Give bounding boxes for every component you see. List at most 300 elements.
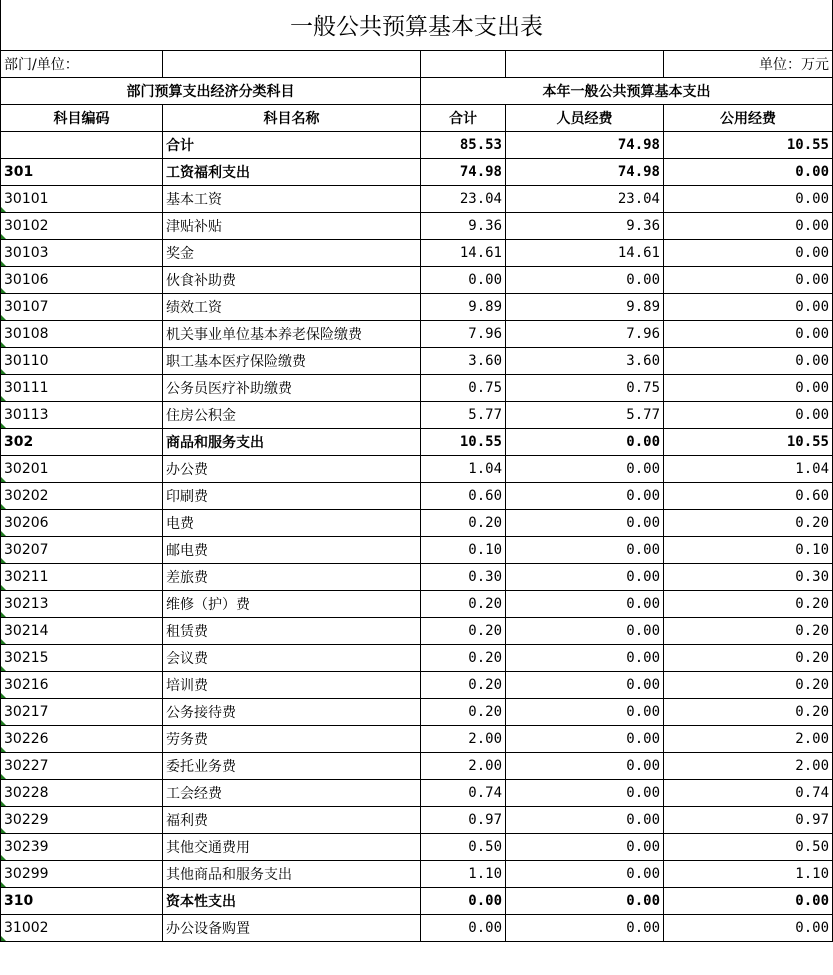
name-cell-text: 商品和服务支出 bbox=[166, 434, 264, 451]
public-cell bbox=[664, 374, 833, 401]
personnel-cell bbox=[506, 752, 664, 779]
personnel-cell bbox=[506, 779, 664, 806]
code-cell-text: 30226 bbox=[4, 730, 49, 747]
public-cell bbox=[664, 455, 833, 482]
name-cell-text: 工资福利支出 bbox=[166, 164, 250, 181]
personnel-cell bbox=[506, 185, 664, 212]
public-cell bbox=[664, 779, 833, 806]
code-cell bbox=[1, 401, 163, 428]
personnel-cell bbox=[506, 671, 664, 698]
public-cell-text: 1.10 bbox=[795, 865, 829, 882]
total-cell bbox=[421, 266, 506, 293]
table-row bbox=[1, 293, 833, 320]
code-cell bbox=[1, 887, 163, 914]
public-cell bbox=[664, 914, 833, 941]
name-cell bbox=[163, 698, 421, 725]
total-public-cell: 10.55 bbox=[664, 131, 833, 158]
code-cell bbox=[1, 563, 163, 590]
public-cell-text: 0.00 bbox=[795, 406, 829, 423]
code-cell-text: 30107 bbox=[4, 298, 49, 315]
personnel-cell bbox=[506, 266, 664, 293]
name-cell-text: 会议费 bbox=[166, 650, 208, 667]
empty-cell[interactable] bbox=[421, 50, 506, 77]
personnel-cell-text: 0.00 bbox=[626, 514, 660, 531]
name-cell bbox=[163, 644, 421, 671]
personnel-cell-text: 0.00 bbox=[626, 271, 660, 288]
code-cell-text: 30102 bbox=[4, 217, 49, 234]
name-cell bbox=[163, 671, 421, 698]
total-cell-text: 7.96 bbox=[468, 325, 502, 342]
table-row bbox=[1, 914, 833, 941]
name-cell-text: 基本工资 bbox=[166, 191, 222, 208]
public-cell bbox=[664, 725, 833, 752]
table-row bbox=[1, 185, 833, 212]
department-value-cell[interactable] bbox=[163, 50, 421, 77]
name-cell bbox=[163, 293, 421, 320]
number-as-text-indicator-icon bbox=[1, 828, 6, 833]
number-as-text-indicator-icon bbox=[1, 261, 6, 266]
name-cell-text: 办公设备购置 bbox=[166, 920, 250, 937]
total-cell bbox=[421, 401, 506, 428]
name-cell-text: 办公费 bbox=[166, 461, 208, 478]
total-personnel-cell: 74.98 bbox=[506, 131, 664, 158]
total-cell-text: 9.89 bbox=[468, 298, 502, 315]
table-row bbox=[1, 536, 833, 563]
personnel-cell-text: 3.60 bbox=[626, 352, 660, 369]
code-cell bbox=[1, 644, 163, 671]
total-cell bbox=[421, 428, 506, 455]
name-cell-text: 其他商品和服务支出 bbox=[166, 866, 292, 883]
code-cell-text: 301 bbox=[4, 163, 34, 180]
column-header-row bbox=[1, 104, 833, 131]
personnel-cell bbox=[506, 806, 664, 833]
name-cell-text: 培训费 bbox=[166, 677, 208, 694]
public-cell-text: 10.55 bbox=[786, 433, 829, 450]
code-cell-text: 30101 bbox=[4, 190, 49, 207]
number-as-text-indicator-icon bbox=[1, 504, 6, 509]
number-as-text-indicator-icon bbox=[1, 720, 6, 725]
number-as-text-indicator-icon bbox=[1, 531, 6, 536]
name-cell-text: 资本性支出 bbox=[166, 893, 236, 910]
code-cell-text: 30106 bbox=[4, 271, 49, 288]
total-cell-text: 0.20 bbox=[468, 703, 502, 720]
total-cell-text: 0.20 bbox=[468, 595, 502, 612]
total-cell-text: 23.04 bbox=[459, 190, 502, 207]
personnel-cell-text: 0.00 bbox=[626, 595, 660, 612]
personnel-cell bbox=[506, 401, 664, 428]
name-cell-text: 邮电费 bbox=[166, 542, 208, 559]
public-cell bbox=[664, 752, 833, 779]
name-cell bbox=[163, 482, 421, 509]
personnel-cell-text: 23.04 bbox=[617, 190, 660, 207]
name-cell bbox=[163, 806, 421, 833]
name-cell bbox=[163, 266, 421, 293]
group-header-row bbox=[1, 77, 833, 104]
code-cell-text: 30217 bbox=[4, 703, 49, 720]
code-cell-text: 310 bbox=[4, 892, 34, 909]
column-header-personnel: 人员经费 bbox=[506, 104, 664, 131]
personnel-cell bbox=[506, 590, 664, 617]
code-cell bbox=[1, 158, 163, 185]
total-cell-text: 0.00 bbox=[468, 892, 502, 909]
name-cell-text: 工会经费 bbox=[166, 785, 222, 802]
personnel-cell-text: 0.00 bbox=[626, 460, 660, 477]
public-cell bbox=[664, 320, 833, 347]
public-cell bbox=[664, 887, 833, 914]
total-cell bbox=[421, 860, 506, 887]
name-cell bbox=[163, 563, 421, 590]
total-cell bbox=[421, 455, 506, 482]
total-cell-text: 0.20 bbox=[468, 514, 502, 531]
code-cell bbox=[1, 617, 163, 644]
total-cell bbox=[421, 752, 506, 779]
number-as-text-indicator-icon bbox=[1, 234, 6, 239]
public-cell-text: 0.50 bbox=[795, 838, 829, 855]
number-as-text-indicator-icon bbox=[1, 774, 6, 779]
number-as-text-indicator-icon bbox=[1, 369, 6, 374]
table-row bbox=[1, 779, 833, 806]
personnel-cell-text: 0.00 bbox=[626, 838, 660, 855]
name-cell-text: 奖金 bbox=[166, 245, 194, 262]
name-cell-text: 差旅费 bbox=[166, 569, 208, 586]
personnel-cell bbox=[506, 347, 664, 374]
code-cell-text: 30299 bbox=[4, 865, 49, 882]
total-cell-text: 2.00 bbox=[468, 757, 502, 774]
total-cell-text: 3.60 bbox=[468, 352, 502, 369]
public-cell-text: 0.00 bbox=[795, 190, 829, 207]
code-cell bbox=[1, 698, 163, 725]
name-cell bbox=[163, 158, 421, 185]
personnel-cell bbox=[506, 617, 664, 644]
table-row bbox=[1, 590, 833, 617]
number-as-text-indicator-icon bbox=[1, 207, 6, 212]
name-cell bbox=[163, 320, 421, 347]
group-header-basic-expenditure: 本年一般公共预算基本支出 bbox=[421, 77, 833, 104]
name-cell bbox=[163, 185, 421, 212]
total-cell bbox=[421, 563, 506, 590]
personnel-cell-text: 0.00 bbox=[626, 541, 660, 558]
total-cell bbox=[421, 914, 506, 941]
public-cell-text: 0.00 bbox=[795, 298, 829, 315]
public-cell-text: 0.00 bbox=[795, 892, 829, 909]
public-cell-text: 0.20 bbox=[795, 649, 829, 666]
total-cell-text: 0.00 bbox=[468, 271, 502, 288]
personnel-cell bbox=[506, 482, 664, 509]
number-as-text-indicator-icon bbox=[1, 558, 6, 563]
name-cell-text: 印刷费 bbox=[166, 488, 208, 505]
code-cell bbox=[1, 347, 163, 374]
total-cell-text: 10.55 bbox=[459, 433, 502, 450]
public-cell-text: 0.00 bbox=[795, 919, 829, 936]
code-cell bbox=[1, 914, 163, 941]
number-as-text-indicator-icon bbox=[1, 855, 6, 860]
group-header-classification: 部门预算支出经济分类科目 bbox=[1, 77, 421, 104]
code-cell-text: 30108 bbox=[4, 325, 49, 342]
public-cell-text: 1.04 bbox=[795, 460, 829, 477]
code-cell-text: 302 bbox=[4, 433, 34, 450]
code-cell-text: 30211 bbox=[4, 568, 49, 585]
personnel-cell-text: 0.75 bbox=[626, 379, 660, 396]
total-cell-text: 0.60 bbox=[468, 487, 502, 504]
public-cell bbox=[664, 536, 833, 563]
code-cell-text: 30215 bbox=[4, 649, 49, 666]
personnel-cell-text: 0.00 bbox=[626, 487, 660, 504]
code-cell-text: 30207 bbox=[4, 541, 49, 558]
table-row bbox=[1, 266, 833, 293]
table-row bbox=[1, 509, 833, 536]
public-cell bbox=[664, 563, 833, 590]
personnel-cell-text: 0.00 bbox=[626, 676, 660, 693]
code-cell bbox=[1, 725, 163, 752]
table-row bbox=[1, 401, 833, 428]
table-title: 一般公共预算基本支出表 bbox=[1, 0, 833, 50]
personnel-cell-text: 9.36 bbox=[626, 217, 660, 234]
public-cell bbox=[664, 266, 833, 293]
code-cell-text: 30113 bbox=[4, 406, 49, 423]
total-cell-text: 9.36 bbox=[468, 217, 502, 234]
name-cell bbox=[163, 536, 421, 563]
name-cell bbox=[163, 914, 421, 941]
total-cell bbox=[421, 293, 506, 320]
public-cell-text: 0.20 bbox=[795, 595, 829, 612]
table-row bbox=[1, 725, 833, 752]
number-as-text-indicator-icon bbox=[1, 288, 6, 293]
name-cell bbox=[163, 617, 421, 644]
code-cell bbox=[1, 455, 163, 482]
code-cell-text: 30229 bbox=[4, 811, 49, 828]
number-as-text-indicator-icon bbox=[1, 585, 6, 590]
column-header-code: 科目编码 bbox=[1, 104, 163, 131]
public-cell bbox=[664, 671, 833, 698]
personnel-cell bbox=[506, 455, 664, 482]
category-row bbox=[1, 428, 833, 455]
code-cell bbox=[1, 428, 163, 455]
personnel-cell-text: 0.00 bbox=[626, 811, 660, 828]
personnel-cell bbox=[506, 293, 664, 320]
personnel-cell-text: 0.00 bbox=[626, 649, 660, 666]
table-row bbox=[1, 455, 833, 482]
public-cell-text: 0.20 bbox=[795, 703, 829, 720]
public-cell bbox=[664, 158, 833, 185]
code-cell bbox=[1, 860, 163, 887]
public-cell-text: 0.97 bbox=[795, 811, 829, 828]
code-cell-text: 30213 bbox=[4, 595, 49, 612]
code-cell bbox=[1, 590, 163, 617]
total-cell bbox=[421, 887, 506, 914]
info-row bbox=[1, 50, 833, 77]
number-as-text-indicator-icon bbox=[1, 639, 6, 644]
personnel-cell bbox=[506, 320, 664, 347]
personnel-cell-text: 0.00 bbox=[626, 892, 660, 909]
name-cell bbox=[163, 212, 421, 239]
name-cell bbox=[163, 239, 421, 266]
code-cell bbox=[1, 482, 163, 509]
code-cell bbox=[1, 833, 163, 860]
table-row bbox=[1, 806, 833, 833]
total-cell bbox=[421, 779, 506, 806]
table-row bbox=[1, 833, 833, 860]
empty-cell[interactable] bbox=[506, 50, 664, 77]
total-cell-text: 0.30 bbox=[468, 568, 502, 585]
total-cell bbox=[421, 509, 506, 536]
personnel-cell bbox=[506, 158, 664, 185]
number-as-text-indicator-icon bbox=[1, 882, 6, 887]
personnel-cell bbox=[506, 833, 664, 860]
table-row bbox=[1, 644, 833, 671]
name-cell bbox=[163, 455, 421, 482]
total-cell-text: 0.20 bbox=[468, 622, 502, 639]
personnel-cell-text: 0.00 bbox=[626, 919, 660, 936]
name-cell bbox=[163, 752, 421, 779]
table-row bbox=[1, 563, 833, 590]
public-cell-text: 2.00 bbox=[795, 757, 829, 774]
code-cell-text: 30216 bbox=[4, 676, 49, 693]
personnel-cell-text: 14.61 bbox=[617, 244, 660, 261]
total-cell-text: 0.74 bbox=[468, 784, 502, 801]
personnel-cell-text: 0.00 bbox=[626, 784, 660, 801]
total-cell bbox=[421, 833, 506, 860]
code-cell bbox=[1, 374, 163, 401]
name-cell-text: 福利费 bbox=[166, 812, 208, 829]
total-cell-text: 0.20 bbox=[468, 649, 502, 666]
public-cell bbox=[664, 482, 833, 509]
table-row bbox=[1, 617, 833, 644]
name-cell-text: 电费 bbox=[166, 515, 194, 532]
code-cell-text: 31002 bbox=[4, 919, 49, 936]
personnel-cell bbox=[506, 914, 664, 941]
personnel-cell bbox=[506, 536, 664, 563]
name-cell bbox=[163, 725, 421, 752]
public-cell bbox=[664, 806, 833, 833]
total-cell-text: 0.75 bbox=[468, 379, 502, 396]
total-cell-text: 0.20 bbox=[468, 676, 502, 693]
total-cell-text: 0.00 bbox=[468, 919, 502, 936]
name-cell bbox=[163, 887, 421, 914]
personnel-cell bbox=[506, 725, 664, 752]
total-cell bbox=[421, 482, 506, 509]
public-cell-text: 0.00 bbox=[795, 217, 829, 234]
name-cell-text: 劳务费 bbox=[166, 731, 208, 748]
public-cell-text: 0.30 bbox=[795, 568, 829, 585]
name-cell-text: 机关事业单位基本养老保险缴费 bbox=[166, 326, 362, 343]
table-row bbox=[1, 698, 833, 725]
public-cell-text: 0.20 bbox=[795, 622, 829, 639]
name-cell-text: 绩效工资 bbox=[166, 299, 222, 316]
column-header-total: 合计 bbox=[421, 104, 506, 131]
code-cell-text: 30206 bbox=[4, 514, 49, 531]
number-as-text-indicator-icon bbox=[1, 315, 6, 320]
public-cell-text: 2.00 bbox=[795, 730, 829, 747]
total-row bbox=[1, 131, 833, 158]
name-cell bbox=[163, 833, 421, 860]
public-cell-text: 0.74 bbox=[795, 784, 829, 801]
code-cell bbox=[1, 212, 163, 239]
department-label: 部门/单位： bbox=[1, 50, 163, 77]
number-as-text-indicator-icon bbox=[1, 396, 6, 401]
table-row bbox=[1, 320, 833, 347]
public-cell-text: 0.00 bbox=[795, 244, 829, 261]
public-cell bbox=[664, 698, 833, 725]
code-cell-text: 30110 bbox=[4, 352, 49, 369]
name-cell bbox=[163, 401, 421, 428]
total-cell-text: 1.04 bbox=[468, 460, 502, 477]
name-cell-text: 其他交通费用 bbox=[166, 839, 250, 856]
personnel-cell-text: 0.00 bbox=[626, 730, 660, 747]
personnel-cell bbox=[506, 239, 664, 266]
name-cell bbox=[163, 347, 421, 374]
code-cell bbox=[1, 806, 163, 833]
table-row bbox=[1, 482, 833, 509]
code-cell-text: 30111 bbox=[4, 379, 49, 396]
personnel-cell-text: 0.00 bbox=[626, 703, 660, 720]
code-cell-text: 30228 bbox=[4, 784, 49, 801]
total-cell-text: 0.97 bbox=[468, 811, 502, 828]
name-cell-text: 伙食补助费 bbox=[166, 272, 236, 289]
total-cell bbox=[421, 806, 506, 833]
public-cell-text: 0.00 bbox=[795, 352, 829, 369]
public-cell bbox=[664, 590, 833, 617]
total-cell bbox=[421, 320, 506, 347]
number-as-text-indicator-icon bbox=[1, 936, 6, 941]
code-cell-text: 30239 bbox=[4, 838, 49, 855]
name-cell bbox=[163, 374, 421, 401]
total-cell-text: 74.98 bbox=[459, 163, 502, 180]
public-cell-text: 0.00 bbox=[795, 271, 829, 288]
public-cell bbox=[664, 833, 833, 860]
unit-label: 单位：万元 bbox=[664, 50, 833, 77]
personnel-cell bbox=[506, 374, 664, 401]
total-cell-text: 1.10 bbox=[468, 865, 502, 882]
name-cell bbox=[163, 509, 421, 536]
total-cell bbox=[421, 185, 506, 212]
public-cell bbox=[664, 509, 833, 536]
public-cell bbox=[664, 212, 833, 239]
category-row bbox=[1, 158, 833, 185]
code-cell-text: 30201 bbox=[4, 460, 49, 477]
total-cell bbox=[421, 590, 506, 617]
total-cell bbox=[421, 617, 506, 644]
name-cell-text: 维修（护）费 bbox=[166, 596, 250, 613]
public-cell-text: 0.00 bbox=[795, 163, 829, 180]
number-as-text-indicator-icon bbox=[1, 666, 6, 671]
total-code-cell[interactable] bbox=[1, 131, 163, 158]
number-as-text-indicator-icon bbox=[1, 801, 6, 806]
personnel-cell-text: 0.00 bbox=[626, 433, 660, 450]
public-cell bbox=[664, 401, 833, 428]
name-cell bbox=[163, 590, 421, 617]
code-cell bbox=[1, 536, 163, 563]
total-cell bbox=[421, 374, 506, 401]
personnel-cell-text: 0.00 bbox=[626, 865, 660, 882]
public-cell-text: 0.00 bbox=[795, 325, 829, 342]
public-cell-text: 0.60 bbox=[795, 487, 829, 504]
public-cell bbox=[664, 239, 833, 266]
public-cell bbox=[664, 347, 833, 374]
public-cell bbox=[664, 185, 833, 212]
number-as-text-indicator-icon bbox=[1, 342, 6, 347]
table-row bbox=[1, 752, 833, 779]
table-row bbox=[1, 860, 833, 887]
public-cell-text: 0.00 bbox=[795, 379, 829, 396]
personnel-cell bbox=[506, 644, 664, 671]
public-cell-text: 0.20 bbox=[795, 676, 829, 693]
public-cell-text: 0.20 bbox=[795, 514, 829, 531]
category-row bbox=[1, 887, 833, 914]
total-cell-text: 2.00 bbox=[468, 730, 502, 747]
code-cell bbox=[1, 185, 163, 212]
total-total-cell: 85.53 bbox=[421, 131, 506, 158]
number-as-text-indicator-icon bbox=[1, 612, 6, 617]
